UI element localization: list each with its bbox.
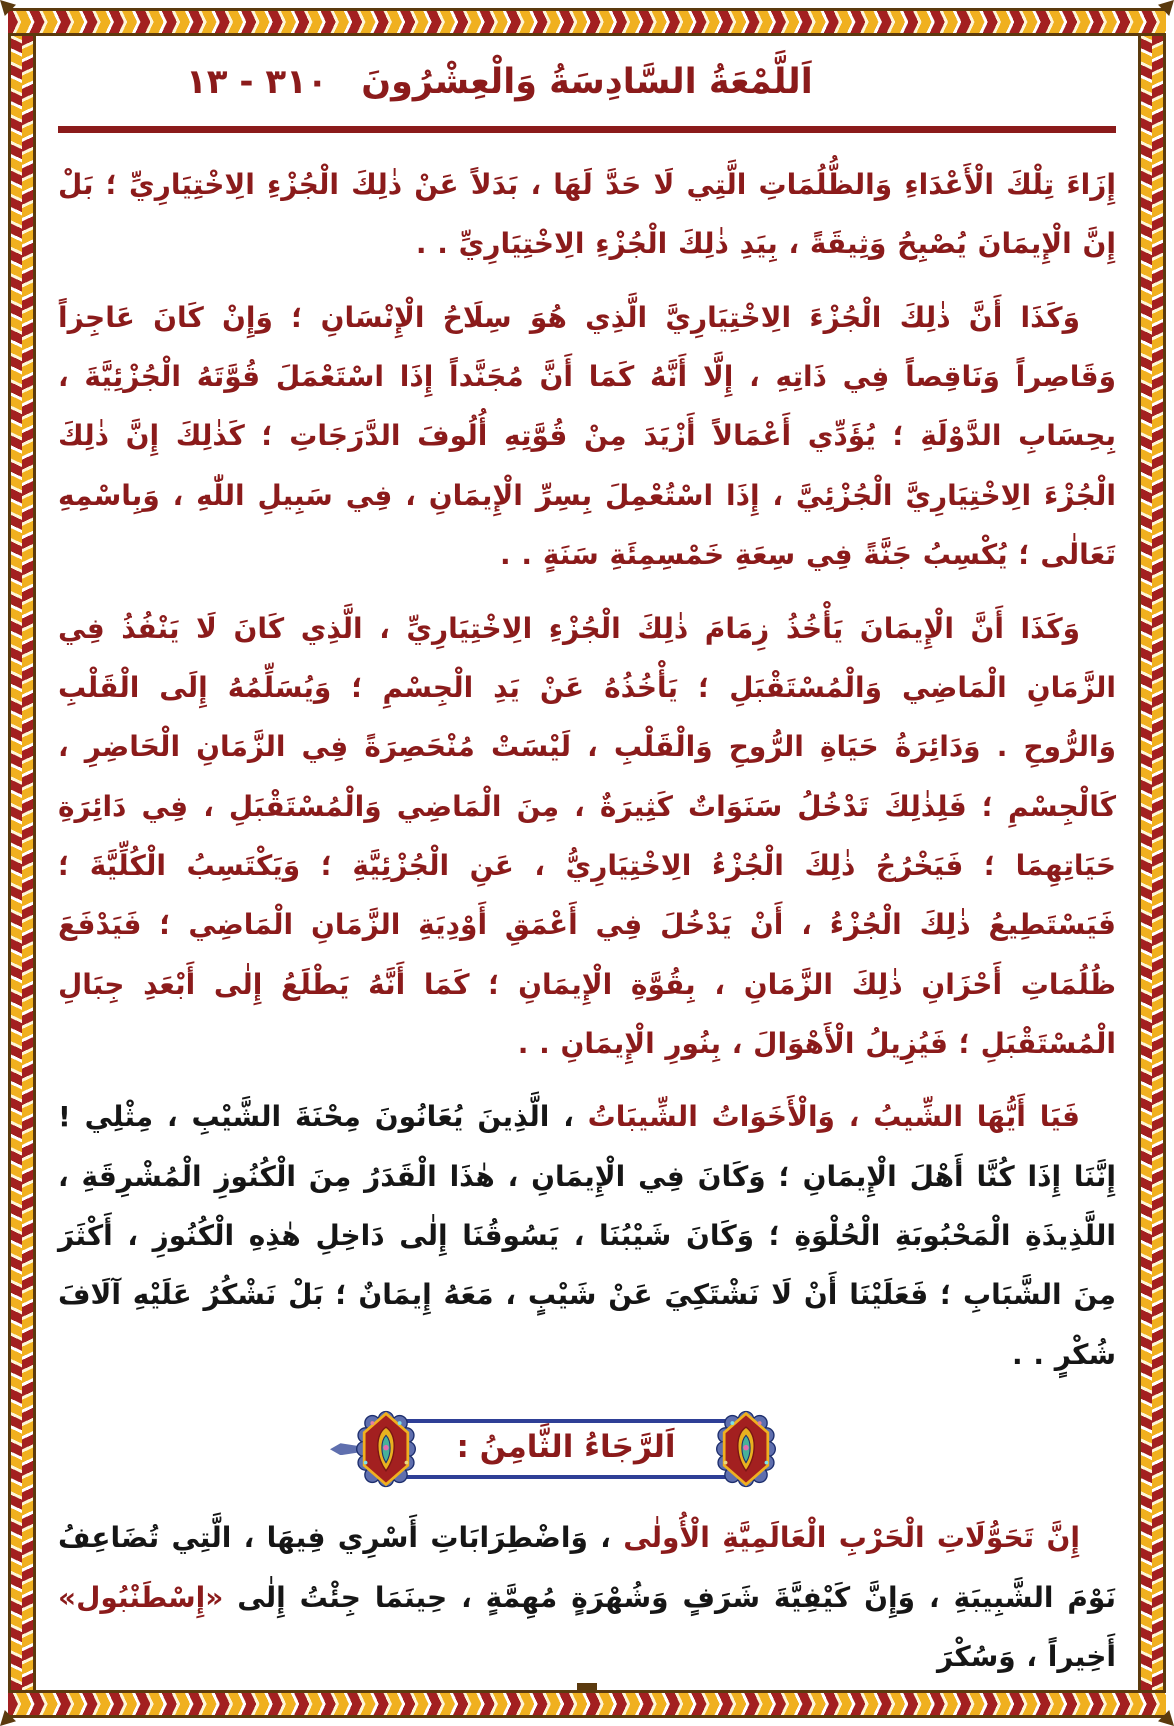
paragraph-5-city: «إِسْطَنْبُول» [58,1580,224,1614]
paragraph-5-lead: إِنَّ تَحَوُّلَاتِ الْحَرْبِ الْعَالَمِيَّةِ الْأُولٰى [623,1521,1080,1555]
ornamental-border-top [8,8,1166,36]
paragraph-3: وَكَذَا أَنَّ الْإِيمَانَ يَأْخُذُ زِمَامَ ذٰلِكَ الْجُزْءِ الِاخْتِيَارِيِّ ، الَّذِي كَانَ لَا يَنْفُذُ فِي الزَّمَانِ الْمَاضِي وَالْمُسْتَقْبَلِ ؛ يَأْخُذُهُ عَنْ يَدِ الْجِسْمِ ؛ وَيُسَلِّمُهُ إِلَى الْقَلْبِ وَالرُّوحِ . وَدَائِرَةُ حَيَاةِ الرُّوحِ وَالْقَلْبِ ، لَيْسَتْ مُنْحَصِرَةً فِي الزَّمَانِ الْحَاضِرِ ، كَالْجِسْمِ ؛ فَلِذٰلِكَ تَدْخُلُ سَنَوَاتٌ كَثِيرَةٌ ، مِنَ الْمَاضِي وَالْمُسْتَقْبَلِ ، فِي دَائِرَةِ حَيَاتِهِمَا ؛ فَيَخْرُجُ ذٰلِكَ الْجُزْءُ الِاخْتِيَارِيُّ ، عَنِ الْجُزْئِيَّةِ ؛ وَيَكْتَسِبُ الْكُلِّيَّةَ ؛ فَيَسْتَطِيعُ ذٰلِكَ الْجُزْءُ ، أَنْ يَدْخُلَ فِي أَعْمَقِ أَوْدِيَةِ الزَّمَانِ الْمَاضِي ؛ فَيَدْفَعَ ظُلُمَاتِ أَحْزَانِ ذٰلِكَ الزَّمَانِ ، بِقُوَّةِ الْإِيمَانِ ؛ كَمَا أَنَّهُ يَطْلَعُ إِلٰى أَبْعَدِ جِبَالِ الْمُسْتَقْبَلِ ؛ فَيُزِيلُ الْأَهْوَالَ ، بِنُورِ الْإِيمَانِ . . [58,611,1116,1061]
page-header [58,46,1116,118]
paragraph-4 [58,1087,1116,1384]
paragraph-4-lead: فَيَا أَيُّهَا الشِّيبُ ، وَالْأَخَوَاتُ الشِّيبَاتُ [587,1100,1080,1134]
paragraph-5-mid: ، وَاضْطِرَابَاتِ أَسْرِي فِيهَا ، الَّتِي تُضَاعِفُ نَوْمَ الشَّبِيبَةِ ، وَإِنَّ كَيْفِيَّةَ شَرَفٍ وَشُهْرَةٍ مُهِمَّةٍ ، حِينَمَا جِئْتُ إِلٰى [58,1521,1116,1614]
page-content [58,46,1116,1680]
ornamental-border-bottom [8,1690,1166,1718]
section-heading-ornament [24,1410,1082,1488]
section-heading-box [400,1419,732,1479]
paragraph-1: إِزَاءَ تِلْكَ الْأَعْدَاءِ وَالظُّلُمَاتِ الَّتِي لَا حَدَّ لَهَا ، بَدَلاً عَنْ ذٰلِكَ الْجُزْءِ الِاخْتِيَارِيِّ ؛ بَلْ إِنَّ الْإِيمَانَ يُصْبِحُ وَثِيقَةً ، بِيَدِ ذٰلِكَ الْجُزْءِ الِاخْتِيَارِيِّ . . [58,168,1116,261]
ornamental-border-right [1138,36,1166,1690]
page-title: اَللَّمْعَةُ السَّادِسَةُ وَالْعِشْرُونَ [361,62,813,102]
paragraph-5 [58,1508,1116,1686]
paragraph-4-rest: ، الَّذِينَ يُعَانُونَ مِحْنَةَ الشَّيْبِ ، مِثْلِي ! إِنَّنَا إِذَا كُنَّا أَهْلَ الْإِيمَانِ ؛ وَكَانَ فِي الْإِيمَانِ ، هٰذَا الْقَدَرُ مِنَ الْكُنُوزِ الْمُشْرِقَةِ ، اللَّذِيذَةِ الْمَحْبُوبَةِ الْحُلْوَةِ ؛ وَكَانَ شَيْبُنَا ، يَسُوقُنَا إِلٰى دَاخِلِ هٰذِهِ الْكُنُوزِ ، أَكْثَرَ مِنَ الشَّبَابِ ؛ فَعَلَيْنَا أَنْ لَا نَشْتَكِيَ عَنْ شَيْبٍ ، مَعَهُ إِيمَانٌ ؛ بَلْ نَشْكُرُ عَلَيْهِ آلَافَ شُكْرٍ . . [58,1100,1116,1371]
paragraph-5-tail: أَخِيراً ، وَسُكْرَ [937,1639,1116,1673]
arabesque-medallion-icon [716,1410,776,1488]
body-text [58,133,1116,1686]
section-heading-label: اَلرَّجَاءُ الثَّامِنُ : [456,1429,676,1466]
page-number: ٣١٠ - ١٣ [186,62,328,102]
paragraph-2: وَكَذَا أَنَّ ذٰلِكَ الْجُزْءَ الِاخْتِيَارِيَّ الَّذِي هُوَ سِلَاحُ الْإِنْسَانِ ؛ وَإِنْ كَانَ عَاجِزاً وَقَاصِراً وَنَاقِصاً فِي ذَاتِهِ ، إِلَّا أَنَّهُ كَمَا أَنَّ مُجَنَّداً إِذَا اسْتَعْمَلَ قُوَّتَهُ الْجُزْئِيَّةَ ، بِحِسَابِ الدَّوْلَةِ ؛ يُؤَدِّي أَعْمَالاً أَزْيَدَ مِنْ قُوَّتِهِ أُلُوفَ الدَّرَجَاتِ ؛ كَذٰلِكَ إِنَّ ذٰلِكَ الْجُزْءَ الِاخْتِيَارِيَّ الْجُزْئِيَّ ، إِذَا اسْتُعْمِلَ بِسِرِّ الْإِيمَانِ ، فِي سَبِيلِ اللّٰهِ ، وَبِاسْمِهِ تَعَالٰى ؛ يُكْسِبُ جَنَّةً فِي سِعَةِ خَمْسِمِئَةِ سَنَةٍ . . [58,300,1116,572]
arabesque-medallion-icon [356,1410,416,1488]
header-divider [58,126,1116,133]
